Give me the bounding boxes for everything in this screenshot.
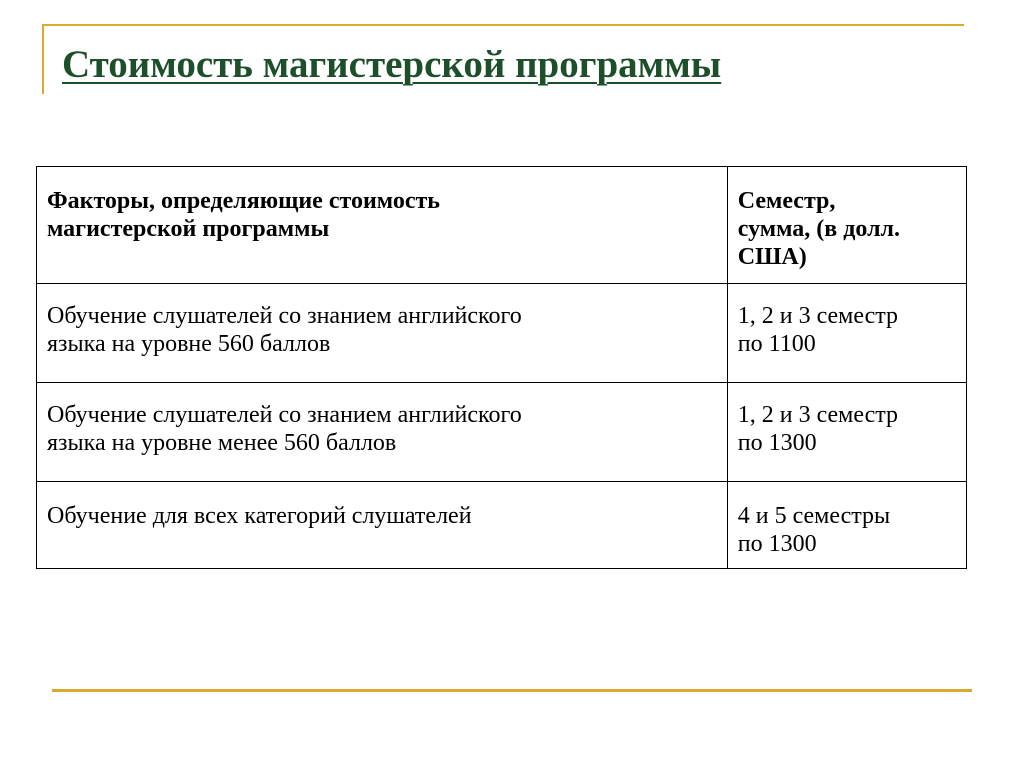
header-cell-factors — [37, 167, 728, 284]
slide-title: Стоимость магистерской программы — [62, 43, 722, 86]
table-header-row — [37, 167, 967, 284]
factor-cell — [37, 284, 728, 383]
top-accent-line — [42, 24, 964, 26]
semester-text: 1, 2 и 3 семестр по 1300 — [737, 402, 899, 456]
semester-cell — [727, 284, 966, 383]
header-factors-text: Факторы, определяющие стоимость магистерской программы — [47, 188, 440, 242]
semester-cell — [727, 383, 966, 482]
header-cell-semester — [727, 167, 966, 284]
semester-text: 4 и 5 семестры по 1300 — [737, 503, 891, 557]
factor-cell — [37, 383, 728, 482]
semester-cell — [727, 482, 966, 569]
table-row — [37, 482, 967, 569]
left-accent-line — [42, 24, 44, 94]
semester-text: 1, 2 и 3 семестр по 1100 — [737, 303, 899, 357]
factor-text: Обучение слушателей со знанием английского языка на уровне менее 560 баллов — [47, 402, 522, 456]
factor-text: Обучение для всех категорий слушателей — [47, 503, 472, 529]
factor-text: Обучение слушателей со знанием английского языка на уровне 560 баллов — [47, 303, 522, 357]
bottom-accent-line — [52, 689, 972, 692]
table-row — [37, 284, 967, 383]
cost-table — [36, 166, 967, 569]
table-row — [37, 383, 967, 482]
factor-cell — [37, 482, 728, 569]
header-semester-text: Семестр, сумма, (в долл. США) — [737, 188, 900, 270]
